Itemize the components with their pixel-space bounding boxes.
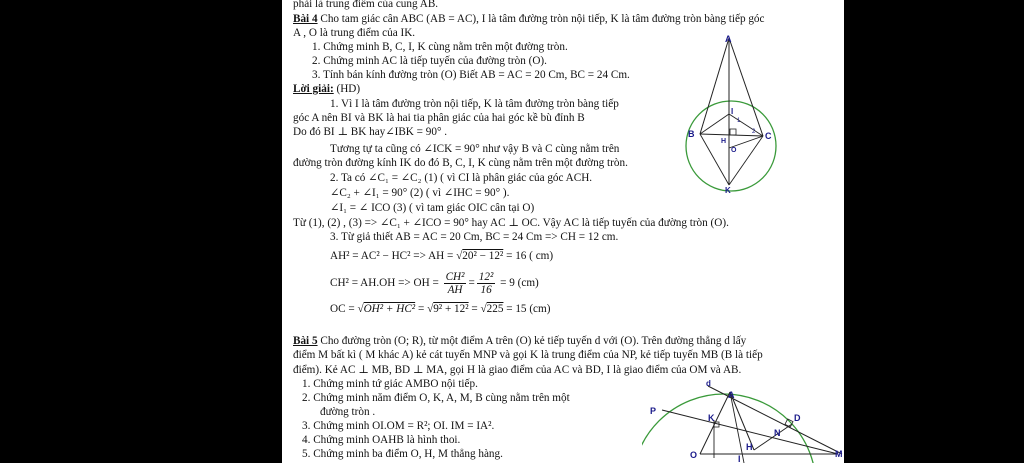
eq-text: = 15 (cm) [503,303,551,315]
task-item: 3. Tính bán kính đường tròn (O) Biết AB = AC = 20 Cm, BC = 24 Cm. [312,69,630,81]
text-line: Do đó BI ⊥ BK hay∠IBK = 90° . [293,126,448,138]
text-line: phải là trung điểm của cung AB. [293,0,439,10]
text-line: Từ (1), (2) , (3) => ∠C₁ + ∠ICO = 90° hay AC ⊥ OC. Vậy AC là tiếp tuyến của đường tròn (O). [293,217,729,229]
right-angle-mark [730,129,736,135]
problem-5-statement [293,335,746,348]
solution-hint: (HD) [333,83,361,95]
figure-triangle-abc [682,30,782,200]
numerator: CH² [445,270,465,283]
text-line: Tương tự ta cũng có ∠ICK = 90° như vậy B và C cùng nằm trên [330,143,620,155]
label-h: H [721,138,727,145]
document-page [282,0,844,463]
numerator: 12² [478,270,494,283]
equation-ah: AH² = AC² − HC² => AH = √20² − 12² = 16 ( cm) [330,250,554,262]
label-c: C [765,131,772,141]
segment-hd [754,424,792,450]
problem-4-text: Cho tam giác cân ABC (AB = AC), I là tâm đường tròn nội tiếp, K là tâm đường tròn bàng tiếp góc [317,13,765,25]
text-line: ∠I₁ = ∠ ICO (3) ( vì tam giác OIC cân tại O) [330,202,535,214]
fraction [477,271,496,296]
label-angle-2: 2 [752,129,756,135]
task-item: 2. Chứng minh năm điểm O, K, A, M, B cùng nằm trên một [302,392,570,404]
task-item-continued: đường tròn . [320,406,376,418]
text-line: đường tròn đường kính IK do đó B, C, I, K cùng nằm trên một đường tròn. [293,157,628,169]
eq-radicand: OH² + HC² [363,303,416,315]
label-k: K [708,413,715,423]
equation-oc: OC = √OH² + HC² = √9² + 12² = √225 = 15 (cm) [330,303,551,315]
eq-text: = 16 ( cm) [503,250,554,262]
eq-text: CH² = AH.OH => OH = [330,277,442,289]
task-item: 2. Chứng minh AC là tiếp tuyến của đường tròn (O). [312,55,547,67]
label-k: K [725,186,731,195]
task-item: 3. Chứng minh OI.OM = R²; OI. IM = IA². [302,420,495,432]
solution-heading [293,83,360,96]
segment-ck [729,136,763,185]
circle-o [642,394,816,463]
text-line: điểm M bất kì ( M khác A) kẻ cát tuyến MNP và gọi K là trung điểm của NP, kẻ tiếp tuyến MB (B là tiếp [293,349,763,361]
eq-radicand: 9² + 12² [433,303,469,315]
eq-sign: = [415,303,428,315]
equation-oh [330,268,539,298]
text-line: 1. Vì I là tâm đường tròn nội tiếp, K là tâm đường tròn bàng tiếp [330,98,619,110]
task-item: 1. Chứng minh tứ giác AMBO nội tiếp. [302,378,478,390]
text-line: ∠C₂ + ∠I₁ = 90° (2) ( vì ∠IHC = 90° ). [330,187,510,199]
segment-ao [700,392,730,454]
figure-tangent-secant [642,378,844,463]
segment-ci [729,114,763,136]
problem-5-label: Bài 5 [293,335,318,347]
eq-sign: = [468,303,481,315]
task-item: 1. Chứng minh B, C, I, K cùng nằm trên một đường tròn. [312,41,568,53]
label-d: d [706,379,711,388]
solution-label: Lời giải: [293,83,334,95]
task-item: 4. Chứng minh OAHB là hình thoi. [302,434,461,446]
label-o: O [690,450,698,460]
label-i: I [738,454,741,463]
text-line: 3. Từ giả thiết AB = AC = 20 Cm, BC = 24 Cm => CH = 12 cm. [330,231,619,243]
eq-sign: = [468,277,475,289]
text-line: 2. Ta có ∠C₁ = ∠C₂ (1) ( vì CI là phân giác của góc ACH. [330,172,593,184]
text-line: góc A nên BI và BK là hai tia phân giác của hai góc kề bù đỉnh B [293,112,585,124]
problem-4-statement [293,13,765,26]
eq-text: = 9 (cm) [497,277,539,289]
label-o: O [731,147,737,154]
label-h: H [746,442,753,452]
problem-4-label: Bài 4 [293,13,318,25]
problem-5-text: Cho đường tròn (O; R), từ một điểm A trên (O) kẻ tiếp tuyến d với (O). Trên đường thẳng d lấy [317,335,747,347]
text-line: A , O là trung điểm của IK. [293,27,416,39]
text-line: điểm). Kẻ AC ⊥ MB, BD ⊥ MA, gọi H là giao điểm của AC và BD, I là giao điểm của OM và AB. [293,364,742,376]
label-a: A [725,34,732,44]
label-d-point: D [794,413,801,423]
segment-bi [700,114,729,134]
denominator: AH [447,283,463,296]
label-b: B [688,129,695,139]
task-item: 5. Chứng minh ba điểm O, H, M thẳng hàng. [302,448,503,460]
label-p: P [650,406,657,416]
side-ac [729,38,763,136]
label-angle-1: 1 [737,118,741,124]
eq-text: OC = [330,303,358,315]
eq-text: AH² = AC² − HC² => AH = [330,250,457,262]
label-i: I [731,107,734,116]
denominator: 16 [480,283,492,296]
side-ab [700,38,729,134]
label-n: N [774,428,781,438]
label-m: M [835,449,843,459]
fraction [444,271,467,296]
eq-radicand: 225 [486,303,504,315]
eq-radicand: 20² − 12² [462,250,504,262]
label-a: A [728,390,735,400]
